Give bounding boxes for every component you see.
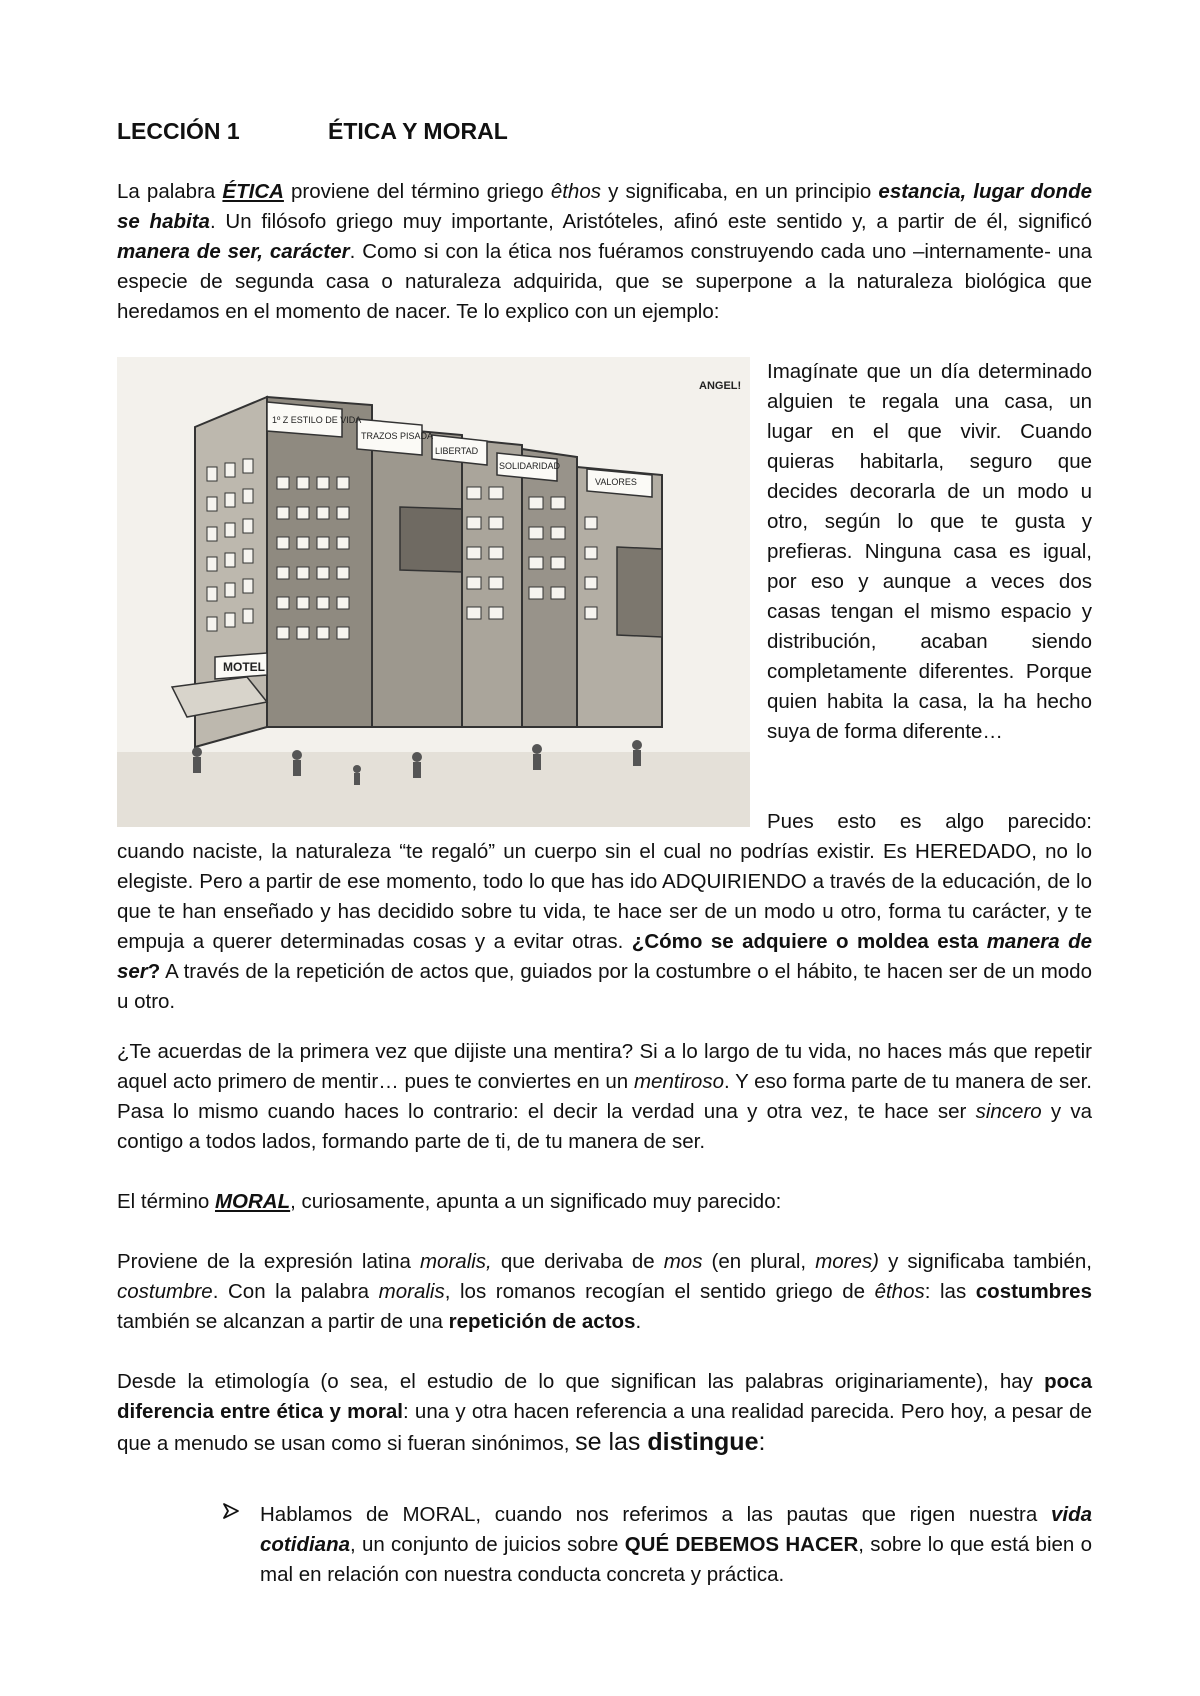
text-run: , sobre lo que está bien o mal en relación con nuestra conducta concreta y práctica. bbox=[260, 1533, 1092, 1586]
term-sincero: sincero bbox=[975, 1100, 1042, 1123]
roof-sign-2-text: TRAZOS PISADA bbox=[361, 431, 434, 441]
term-etica: ÉTICA bbox=[222, 180, 284, 203]
term-mores: mores) bbox=[815, 1250, 879, 1273]
text-run: también se alcanzan a partir de una bbox=[117, 1310, 449, 1333]
text-run: , un conjunto de juicios sobre bbox=[350, 1533, 625, 1556]
term-moralis: moralis bbox=[378, 1280, 445, 1303]
roof-sign-1-text: 1º Z ESTILO DE VIDA bbox=[272, 415, 362, 425]
term-moral: MORAL bbox=[214, 1190, 291, 1213]
question-part: ¿Cómo se adquiere o moldea esta bbox=[631, 930, 987, 953]
roof-sign-5-text: VALORES bbox=[595, 477, 637, 487]
paragraph-etimologia bbox=[117, 1367, 1092, 1459]
term-que-debemos-hacer: QUÉ DEBEMOS HACER bbox=[624, 1533, 859, 1556]
term-estancia: estancia, lugar donde se habita bbox=[117, 180, 1092, 233]
text-run: . Como si con la ética nos fuéramos construyendo cada uno –internamente- una especie de segunda casa o naturaleza adquirida, que se superpone a la naturaleza biológica que heredamos en el momento de nacer. Te lo explico con un ejemplo: bbox=[117, 240, 1092, 323]
term-vida-cotidiana: vida cotidiana bbox=[260, 1503, 1092, 1556]
term-ethos: êthos bbox=[550, 180, 601, 203]
term-repeticion: repetición de actos bbox=[448, 1310, 636, 1333]
paragraph-etica bbox=[117, 177, 1092, 327]
paragraph-moral-intro bbox=[117, 1187, 1092, 1217]
motel-sign-text: MOTEL bbox=[223, 660, 265, 674]
text-run: El término bbox=[117, 1190, 215, 1213]
term-ethos: êthos bbox=[874, 1280, 925, 1303]
term-moralis: moralis, bbox=[419, 1250, 492, 1273]
term-mos: mos bbox=[663, 1250, 703, 1273]
text-run: cuando naciste, la naturaleza “te regaló” un cuerpo sin el cual no podrías existir. Es HEREDADO, no lo elegiste. Pero a partir de ese momento, todo lo que has ido ADQUIRIENDO a través de la educación, de lo que te han enseñado y has decidido sobre tu vida, te hace ser de un modo u otro, forma tu carácter, y te empuja a querer determinadas cosas y a evitar otras. bbox=[117, 840, 1092, 953]
text-run: ¿Te acuerdas de la primera vez que dijiste una mentira? Si a lo largo de tu vida, no haces más que repetir aquel acto primero de mentir… pues te conviertes en un bbox=[117, 1040, 1092, 1093]
term-costumbre: costumbre bbox=[117, 1280, 213, 1303]
text-run: que derivaba de bbox=[491, 1250, 664, 1273]
paragraph-heredado bbox=[117, 807, 1092, 1017]
question-mark: ? bbox=[147, 960, 161, 983]
text-run: . Un filósofo griego muy importante, Aristóteles, afinó este sentido y, a partir de él, significó bbox=[209, 210, 1093, 233]
text-run-large: : bbox=[758, 1428, 766, 1456]
roof-sign-4-text: SOLIDARIDAD bbox=[499, 461, 561, 471]
text-run: , curiosamente, apunta a un significado muy parecido: bbox=[290, 1190, 782, 1213]
lesson-title: ÉTICA Y MORAL bbox=[328, 118, 508, 144]
text-run-large: se las bbox=[575, 1428, 648, 1456]
text-run: y va contigo a todos lados, formando parte de ti, de tu manera de ser. bbox=[117, 1100, 1093, 1153]
term-mentiroso: mentiroso bbox=[633, 1070, 724, 1093]
bullet-text bbox=[260, 1500, 1092, 1590]
text-run: Hablamos de MORAL, cuando nos referimos a las pautas que rigen nuestra bbox=[260, 1503, 1051, 1526]
text-run: : las bbox=[924, 1280, 976, 1303]
roof-sign-3-text: LIBERTAD bbox=[435, 446, 479, 456]
side-column-text: Imagínate que un día determinado alguien te regala una casa, un lugar en el que vivir. Cuando quieras habitarla, seguro que decides decorarla de un modo u otro, según lo que te gusta y prefieras. Ninguna casa es igual, por eso y aunque a veces dos casas tengan el mismo espacio y distribución, acaban siendo completamente diferentes. Porque quien habita la casa, la ha hecho suya de forma diferente… bbox=[767, 360, 1092, 743]
text-run: : una y otra hacen referencia a una realidad parecida. Pero hoy, a pesar de que a menudo se usan como si fueran sinónimos, bbox=[117, 1400, 1092, 1455]
term-poca-diferencia: poca diferencia entre ética y moral bbox=[117, 1370, 1092, 1423]
paragraph-mentira bbox=[117, 1037, 1092, 1157]
cartoonist-signature: ANGEL! bbox=[699, 380, 742, 392]
text-run: y significaba también, bbox=[878, 1250, 1092, 1273]
question-emphasis: manera de ser bbox=[117, 930, 1092, 983]
text-run: , los romanos recogían el sentido griego de bbox=[444, 1280, 875, 1303]
term-manera-de-ser: manera de ser, carácter bbox=[117, 240, 350, 263]
text-run: proviene del término griego bbox=[283, 180, 551, 203]
text-run: Desde la etimología (o sea, el estudio de lo que significan las palabras originariamente), hay bbox=[117, 1370, 1045, 1393]
paragraph-lead: Pues esto es algo parecido: bbox=[767, 810, 1092, 833]
building-2 bbox=[372, 427, 462, 727]
arrow-bullet-icon bbox=[222, 1502, 240, 1520]
paragraph-moralis bbox=[117, 1247, 1092, 1337]
term-distingue: distingue bbox=[647, 1428, 759, 1456]
lesson-number: LECCIÓN 1 bbox=[117, 118, 240, 144]
term-costumbres: costumbres bbox=[975, 1280, 1092, 1303]
text-run: . Y eso forma parte de tu manera de ser. Pasa lo mismo cuando haces lo contrario: el decir la verdad una y otra vez, te hace ser bbox=[117, 1070, 1092, 1123]
text-run: y significaba, en un principio bbox=[600, 180, 879, 203]
text-run: A través de la repetición de actos que, guiados por la costumbre o el hábito, te hacen ser de un modo u otro. bbox=[117, 960, 1092, 1013]
text-run: Proviene de la expresión latina bbox=[117, 1250, 420, 1273]
text-run: . Con la palabra bbox=[212, 1280, 379, 1303]
text-run: . bbox=[635, 1310, 642, 1333]
cartoon-buildings-illustration bbox=[117, 357, 750, 827]
text-run: La palabra bbox=[117, 180, 223, 203]
text-run: (en plural, bbox=[702, 1250, 816, 1273]
